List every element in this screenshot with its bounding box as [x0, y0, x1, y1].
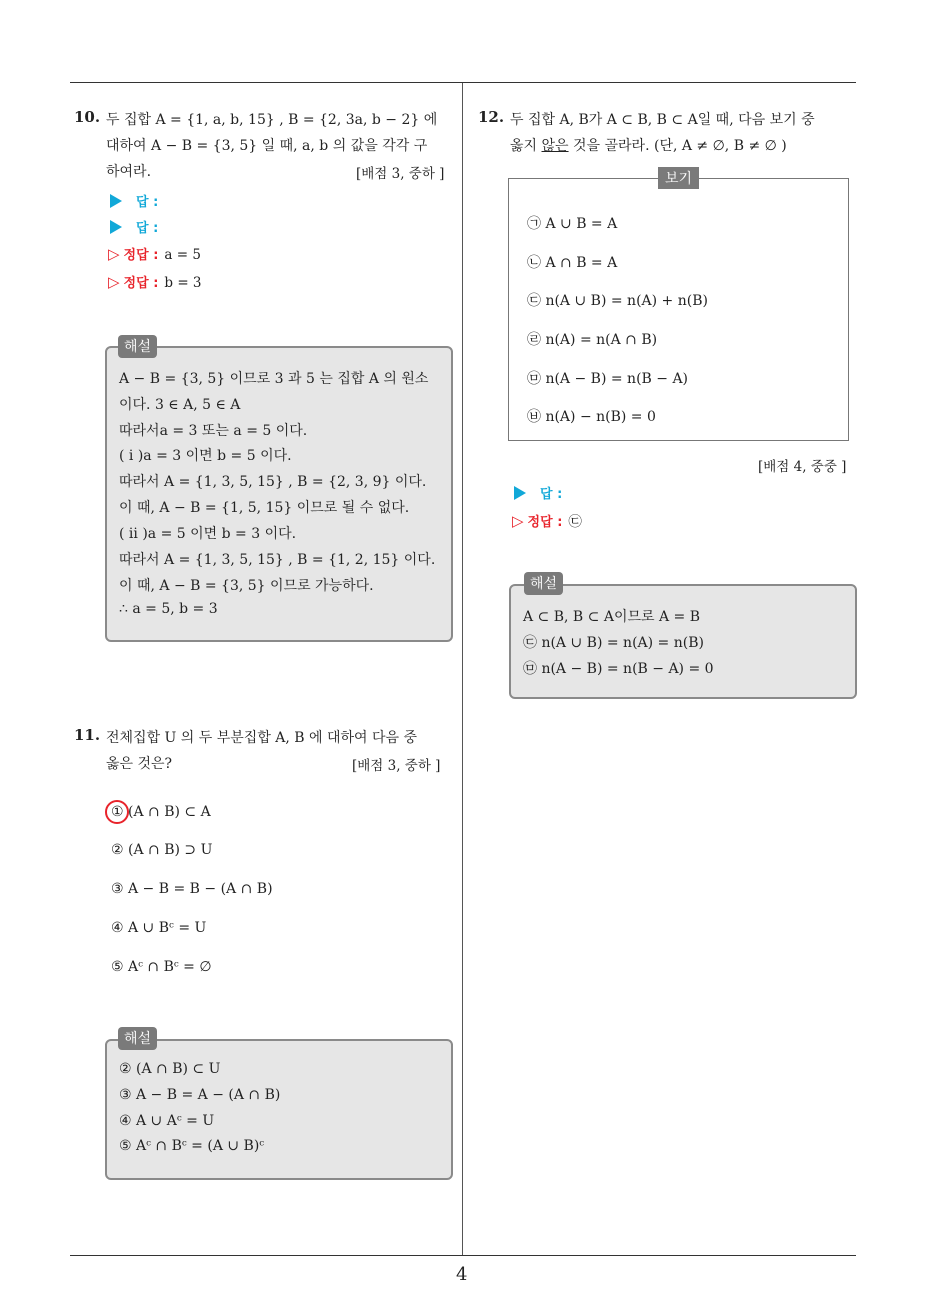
expl-line: 따라서 A = {1, 3, 5, 15} , B = {1, 2, 15} 이다.	[119, 552, 436, 568]
q11-choice-1[interactable]: ① (A ∩ B) ⊂ A	[111, 804, 211, 820]
expl-line: 이 때, A − B = {1, 5, 15} 이므로 될 수 없다.	[119, 500, 410, 516]
q10-line-1: 두 집합 A = {1, a, b, 15} , B = {2, 3a, b − 2} 에	[106, 112, 438, 128]
q10-line-2: 대하여 A − B = {3, 5} 일 때, a, b 의 값을 각각 구	[106, 138, 428, 154]
q10-answer-2[interactable]	[110, 217, 158, 236]
bogi-item: ㉢ n(A ∪ B) = n(A) + n(B)	[527, 293, 708, 309]
q10-explanation-tag: 해설	[118, 335, 157, 358]
q10-explanation-box	[105, 346, 453, 642]
expl-line: 따라서 A = {1, 3, 5, 15} , B = {2, 3, 9} 이다.	[119, 474, 427, 490]
outline-triangle-icon: ▷	[108, 245, 120, 263]
answer-label: 답 :	[540, 487, 563, 502]
expl-line: ( ii )a = 5 이면 b = 3 이다.	[119, 526, 297, 542]
play-icon	[514, 486, 526, 500]
expl-line: ㉢ n(A ∪ B) = n(A) = n(B)	[523, 635, 704, 651]
q10-line-3: 하여라.	[106, 164, 152, 180]
q11-explanation-tag: 해설	[118, 1027, 157, 1050]
bogi-item: ㉠ A ∪ B = A	[527, 216, 618, 232]
expl-line: A ⊂ B, B ⊂ A이므로 A = B	[523, 609, 701, 625]
q12-correct	[512, 510, 582, 530]
q12-explanation-box	[509, 584, 857, 699]
page-number: 4	[456, 1264, 468, 1285]
expl-line: ⑤ Aᶜ ∩ Bᶜ = (A ∪ B)ᶜ	[119, 1138, 265, 1154]
correct-label: 정답 :	[123, 276, 159, 291]
expl-line: 이 때, A − B = {3, 5} 이므로 가능하다.	[119, 578, 374, 594]
answer-label: 답 :	[136, 221, 159, 236]
q11-choice-3[interactable]: ③ A − B = B − (A ∩ B)	[111, 881, 273, 897]
q12-line-2-underlined: 않은	[541, 138, 569, 154]
q11-line-1: 전체집합 U 의 두 부분집합 A, B 에 대하여 다음 중	[106, 730, 418, 746]
q12-number: 12.	[478, 108, 505, 126]
expl-line: ㉤ n(A − B) = n(B − A) = 0	[523, 661, 714, 677]
play-icon	[110, 220, 122, 234]
answer-label: 답 :	[136, 195, 159, 210]
q12-answer[interactable]	[514, 483, 562, 502]
q11-choice-4[interactable]: ④ A ∪ Bᶜ = U	[111, 920, 207, 936]
q10-answer-1[interactable]	[110, 191, 158, 210]
q12-explanation-tag: 해설	[524, 572, 563, 595]
q11-score: [배점 3, 중하 ]	[352, 758, 441, 774]
q12-line-2	[510, 135, 787, 155]
q10-score: [배점 3, 중하 ]	[356, 166, 445, 182]
top-rule	[70, 82, 856, 83]
q12-line-1: 두 집합 A, B가 A ⊂ B, B ⊂ A일 때, 다음 보기 중	[510, 112, 815, 128]
q11-choice-2[interactable]: ② (A ∩ B) ⊃ U	[111, 842, 213, 858]
expl-line: A − B = {3, 5} 이므로 3 과 5 는 집합 A 의 원소	[119, 371, 429, 387]
expl-line: 따라서a = 3 또는 a = 5 이다.	[119, 423, 308, 439]
expl-line: ② (A ∩ B) ⊂ U	[119, 1061, 221, 1077]
correct-value: a = 5	[164, 247, 201, 263]
q12-line-2-pre: 옳지	[510, 138, 542, 154]
q12-bogi-box	[508, 178, 849, 441]
column-divider	[462, 83, 463, 1255]
correct-value: b = 3	[164, 275, 202, 291]
q11-number: 11.	[74, 726, 101, 744]
bogi-item: ㉡ A ∩ B = A	[527, 255, 618, 271]
correct-label: 정답 :	[527, 515, 563, 530]
q11-explanation-box	[105, 1039, 453, 1180]
correct-label: 정답 :	[123, 248, 159, 263]
q12-bogi-tag: 보기	[658, 167, 699, 189]
correct-value: ㉢	[568, 514, 582, 530]
q10-number: 10.	[74, 108, 101, 126]
expl-line: ④ A ∪ Aᶜ = U	[119, 1113, 215, 1129]
outline-triangle-icon: ▷	[512, 512, 524, 530]
expl-line: 이다. 3 ∈ A, 5 ∈ A	[119, 397, 241, 413]
q10-correct-2	[108, 272, 202, 291]
q10-correct-1	[108, 244, 201, 263]
expl-line: ( i )a = 3 이면 b = 5 이다.	[119, 448, 292, 464]
q12-line-2-post: 것을 골라라. (단, A ≠ ∅, B ≠ ∅ )	[568, 138, 787, 154]
expl-line: ∴ a = 5, b = 3	[119, 601, 218, 617]
q12-score: [배점 4, 중중 ]	[758, 459, 847, 475]
bottom-rule	[70, 1255, 856, 1256]
outline-triangle-icon: ▷	[108, 273, 120, 291]
bogi-item: ㉥ n(A) − n(B) = 0	[527, 409, 656, 425]
q11-choice-5[interactable]: ⑤ Aᶜ ∩ Bᶜ = ∅	[111, 959, 212, 975]
play-icon	[110, 194, 122, 208]
expl-line: ③ A − B = A − (A ∩ B)	[119, 1087, 281, 1103]
q11-line-2: 옳은 것은?	[106, 756, 173, 772]
bogi-item: ㉣ n(A) = n(A ∩ B)	[527, 332, 658, 348]
bogi-item: ㉤ n(A − B) = n(B − A)	[527, 371, 689, 387]
